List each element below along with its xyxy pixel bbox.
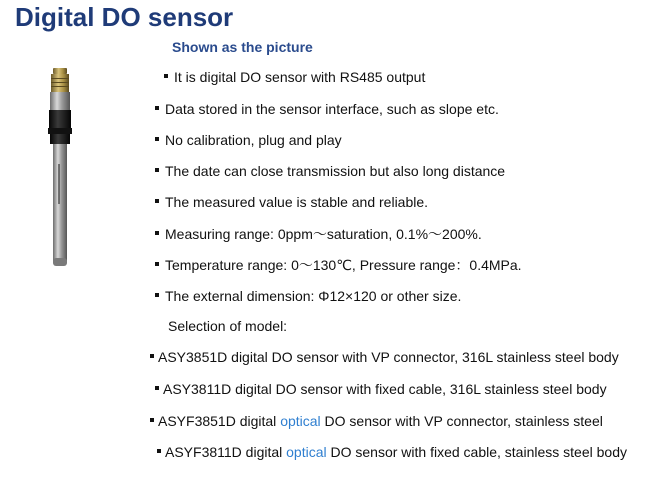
- feature-item: Measuring range: 0ppm～saturation, 0.1%～200%.: [155, 226, 482, 242]
- bullet-icon: [150, 354, 154, 358]
- model-item: ASYF3811D digital optical DO sensor with fixed cable, stainless steel body: [157, 444, 627, 460]
- bullet-icon: [155, 386, 159, 390]
- feature-item: The date can close transmission but also long distance: [155, 163, 505, 179]
- bullet-icon: [155, 262, 159, 266]
- sensor-probe-icon: [36, 68, 84, 270]
- bullet-icon: [155, 293, 159, 297]
- bullet-icon: [155, 137, 159, 141]
- model-item: ASY3811D digital DO sensor with fixed cable, 316L stainless steel body: [155, 381, 607, 397]
- feature-item: The measured value is stable and reliable.: [155, 194, 428, 210]
- bullet-icon: [150, 418, 154, 422]
- feature-item: Temperature range: 0～130℃, Pressure range：0.4MPa.: [155, 257, 522, 273]
- feature-item: Data stored in the sensor interface, such as slope etc.: [155, 101, 499, 117]
- bullet-icon: [155, 199, 159, 203]
- bullet-icon: [164, 74, 168, 78]
- bullet-icon: [157, 449, 161, 453]
- page-title: Digital DO sensor: [15, 2, 234, 32]
- feature-item: The external dimension: Φ12×120 or other size.: [155, 288, 461, 304]
- bullet-icon: [155, 168, 159, 172]
- optical-highlight: optical: [286, 444, 327, 460]
- bullet-icon: [155, 106, 159, 110]
- selection-heading: Selection of model:: [168, 318, 288, 334]
- model-item: ASY3851D digital DO sensor with VP connector, 316L stainless steel body: [150, 349, 619, 365]
- feature-item: It is digital DO sensor with RS485 output: [164, 69, 425, 85]
- feature-item: No calibration, plug and play: [155, 132, 342, 148]
- optical-highlight: optical: [280, 413, 321, 429]
- model-item: ASYF3851D digital optical DO sensor with VP connector, stainless steel: [150, 413, 603, 429]
- bullet-icon: [155, 231, 159, 235]
- subtitle: Shown as the picture: [172, 39, 313, 55]
